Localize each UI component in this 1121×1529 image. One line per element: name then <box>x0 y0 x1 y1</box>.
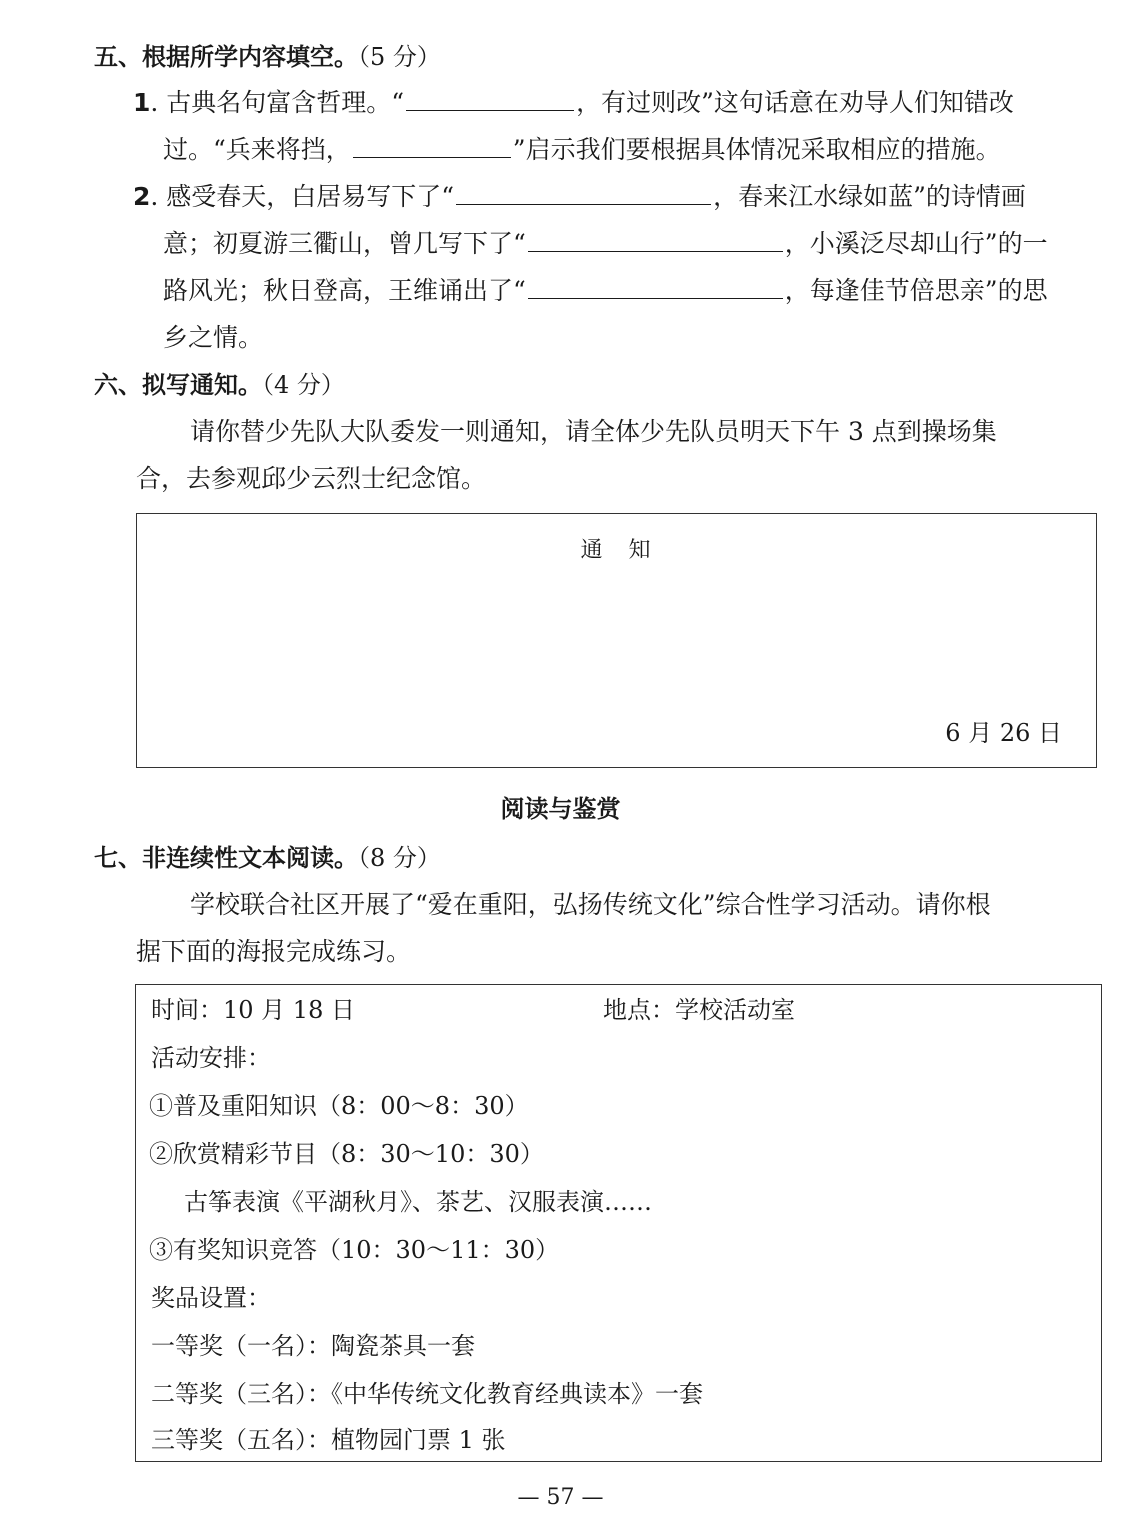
poster-prize-label: 奖品设置： <box>151 1284 271 1312</box>
q2-line3 <box>163 274 1048 308</box>
q1-text-a: . 古典名句富含哲理。“ <box>150 88 405 117</box>
q1-blank2[interactable] <box>353 133 511 158</box>
section6-score: （4 分） <box>262 371 345 399</box>
notice-answer-box[interactable] <box>136 513 1097 768</box>
section7-heading <box>94 841 441 875</box>
poster-item-2-detail: 古筝表演《平湖秋月》、茶艺、汉服表演…… <box>184 1188 652 1216</box>
section6-heading-text: 六、拟写通知。 <box>94 371 262 399</box>
notice-title: 通 知 <box>580 538 653 563</box>
poster-item-2: ②欣赏精彩节目（8：30～10：30） <box>149 1140 544 1168</box>
section6-heading <box>94 368 345 402</box>
poster-item-3: ③有奖知识竞答（10：30～11：30） <box>149 1236 560 1264</box>
q1-line1 <box>133 86 1014 120</box>
q2-blank1[interactable] <box>456 180 711 205</box>
activity-poster <box>135 984 1102 1462</box>
q2-text-c: 意；初夏游三衢山，曾几写下了“ <box>163 229 526 258</box>
section7-heading-text: 七、非连续性文本阅读。 <box>94 844 358 872</box>
q1-text-d: ”启示我们要根据具体情况采取相应的措施。 <box>512 135 1001 164</box>
page-number: — 57 — <box>517 1485 604 1510</box>
q2-line4 <box>163 321 263 355</box>
poster-place: 地点：学校活动室 <box>603 996 795 1024</box>
poster-prize-1: 一等奖（一名）：陶瓷茶具一套 <box>151 1332 475 1360</box>
q2-number: 2 <box>133 182 151 211</box>
q1-blank1[interactable] <box>406 86 574 111</box>
q2-text-f: ，每逢佳节倍思亲”的思 <box>784 276 1048 305</box>
q2-line1 <box>133 180 1026 214</box>
poster-time: 时间：10 月 18 日 <box>151 996 355 1024</box>
q2-text-d: ，小溪泛尽却山行”的一 <box>784 229 1048 258</box>
poster-item-1: ①普及重阳知识（8：00～8：30） <box>149 1092 529 1120</box>
q1-text-c: 过。“兵来将挡， <box>163 135 351 164</box>
q2-text-a: . 感受春天，白居易写下了“ <box>150 182 455 211</box>
notice-date: 6 月 26 日 <box>945 719 1062 747</box>
q2-line2 <box>163 227 1048 261</box>
q1-line2 <box>163 133 1001 167</box>
q2-blank2[interactable] <box>528 227 783 252</box>
q2-text-g: 乡之情。 <box>163 323 264 352</box>
poster-prize-2: 二等奖（三名）：《中华传统文化教育经典读本》一套 <box>151 1380 703 1408</box>
section5-heading <box>94 40 441 74</box>
section5-score: （5 分） <box>358 43 441 71</box>
poster-schedule-label: 活动安排： <box>151 1044 271 1072</box>
q1-number: 1 <box>133 88 151 117</box>
q2-text-e: 路风光；秋日登高，王维诵出了“ <box>163 276 526 305</box>
section6-prompt-line2: 合，去参观邱少云烈士纪念馆。 <box>136 464 487 493</box>
section7-intro-line2: 据下面的海报完成练习。 <box>136 937 412 966</box>
section7-score: （8 分） <box>358 844 441 872</box>
section5-heading-text: 五、根据所学内容填空。 <box>94 43 358 71</box>
section7-intro-line1: 学校联合社区开展了“爱在重阳，弘扬传统文化”综合性学习活动。请你根 <box>190 890 991 919</box>
reading-section-title: 阅读与鉴赏 <box>500 795 621 823</box>
poster-prize-3: 三等奖（五名）：植物园门票 1 张 <box>151 1426 506 1454</box>
q2-text-b: ，春来江水绿如蓝”的诗情画 <box>713 182 1026 211</box>
q1-text-b: ，有过则改”这句话意在劝导人们知错改 <box>576 88 1014 117</box>
q2-blank3[interactable] <box>528 274 783 299</box>
section6-prompt-line1: 请你替少先队大队委发一则通知，请全体少先队员明天下午 3 点到操场集 <box>190 417 997 446</box>
